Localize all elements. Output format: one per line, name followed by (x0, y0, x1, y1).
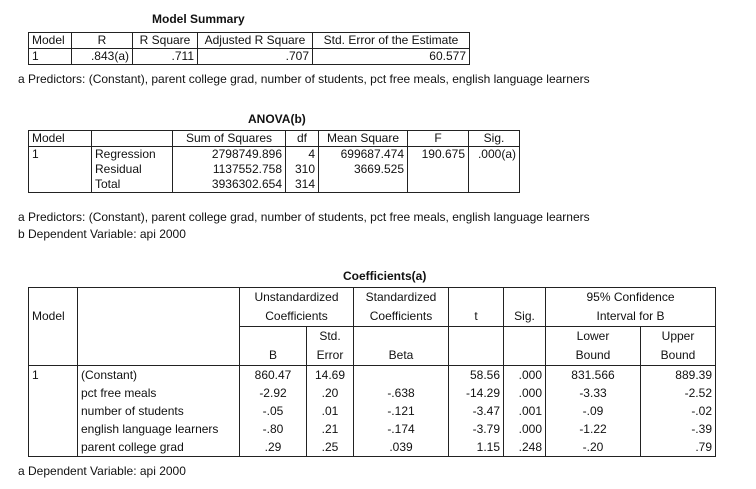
cell-label: Residual (92, 162, 173, 177)
coefficients-table (28, 287, 716, 457)
header-lower-line1: Lower (546, 327, 641, 347)
cell-b: -.80 (240, 420, 307, 438)
cell-model-blank (29, 438, 78, 457)
header-sig-blank (504, 327, 546, 347)
header-f: F (408, 131, 469, 147)
cell-lower-bound: 831.566 (546, 366, 641, 385)
cell-t: 1.15 (449, 438, 504, 457)
cell-lower-bound: -.09 (546, 402, 641, 420)
header-label-blank (78, 346, 240, 366)
cell-sig: .000 (504, 384, 546, 402)
table-header-row (29, 33, 470, 49)
cell-label: Total (92, 177, 173, 193)
header-model: Model (29, 307, 78, 327)
header-sig-top (504, 288, 546, 308)
cell-std-error: .01 (307, 402, 354, 420)
cell-beta: -.638 (354, 384, 449, 402)
header-r: R (72, 33, 133, 49)
table-row (29, 366, 716, 385)
cell-label: number of students (78, 402, 240, 420)
table-header-row (29, 288, 716, 308)
header-b-top (240, 327, 307, 347)
cell-label: (Constant) (78, 366, 240, 385)
cell-std-error: .21 (307, 420, 354, 438)
cell-upper-bound: -2.52 (641, 384, 716, 402)
header-t-top (449, 288, 504, 308)
cell-b: 860.47 (240, 366, 307, 385)
cell-label: english language learners (78, 420, 240, 438)
cell-sig: .248 (504, 438, 546, 457)
table-row (29, 438, 716, 457)
table-row (29, 147, 520, 163)
cell-sig: .001 (504, 402, 546, 420)
cell-model-blank (29, 162, 92, 177)
header-t-blank (449, 327, 504, 347)
cell-t: -3.79 (449, 420, 504, 438)
header-upper-line1: Upper (641, 327, 716, 347)
table-row (29, 49, 470, 65)
cell-upper-bound: -.02 (641, 402, 716, 420)
header-upper-line2: Bound (641, 346, 716, 366)
table-header-row (29, 346, 716, 366)
cell-beta: .039 (354, 438, 449, 457)
header-confidence-interval-line2: Interval for B (546, 307, 716, 327)
cell-t: -3.47 (449, 402, 504, 420)
cell-lower-bound: -1.22 (546, 420, 641, 438)
header-model-top (29, 288, 78, 308)
header-model-blank (29, 327, 78, 347)
cell-b: -2.92 (240, 384, 307, 402)
cell-model-blank (29, 384, 78, 402)
cell-f (408, 162, 469, 177)
table-row (29, 420, 716, 438)
cell-t: 58.56 (449, 366, 504, 385)
anova-title: ANOVA(b) (248, 112, 306, 126)
cell-b: .29 (240, 438, 307, 457)
table-header-row (29, 327, 716, 347)
cell-mean-square: 3669.525 (319, 162, 408, 177)
cell-model: 1 (29, 49, 72, 65)
header-standardized: Standardized (354, 288, 449, 308)
header-sum-of-squares: Sum of Squares (173, 131, 286, 147)
cell-b: -.05 (240, 402, 307, 420)
cell-model-blank (29, 420, 78, 438)
header-df: df (286, 131, 319, 147)
header-t-blank (449, 346, 504, 366)
cell-std-error: .25 (307, 438, 354, 457)
model-summary-title: Model Summary (152, 12, 245, 26)
header-label-mid (78, 307, 240, 327)
cell-sig: .000 (504, 366, 546, 385)
cell-df: 4 (286, 147, 319, 163)
cell-upper-bound: .79 (641, 438, 716, 457)
header-unstandardized: Unstandardized (240, 288, 354, 308)
header-sig: Sig. (469, 131, 520, 147)
cell-r: .843(a) (72, 49, 133, 65)
cell-r-square: .711 (133, 49, 198, 65)
cell-label: pct free meals (78, 384, 240, 402)
cell-sum-of-squares: 2798749.896 (173, 147, 286, 163)
cell-lower-bound: -3.33 (546, 384, 641, 402)
cell-model-blank (29, 177, 92, 193)
header-model-blank (29, 346, 78, 366)
header-sig-blank (504, 346, 546, 366)
header-sig: Sig. (504, 307, 546, 327)
header-label-blank (78, 327, 240, 347)
header-lower-line2: Bound (546, 346, 641, 366)
header-beta-top (354, 327, 449, 347)
header-t: t (449, 307, 504, 327)
table-row (29, 177, 520, 193)
header-b: B (240, 346, 307, 366)
cell-f (408, 177, 469, 193)
model-summary-table (28, 32, 470, 65)
cell-beta: -.174 (354, 420, 449, 438)
cell-upper-bound: -.39 (641, 420, 716, 438)
cell-f: 190.675 (408, 147, 469, 163)
header-confidence-interval: 95% Confidence (546, 288, 716, 308)
anova-footnote-b: b Dependent Variable: api 2000 (18, 227, 186, 241)
header-std-error-line1: Std. (307, 327, 354, 347)
header-beta: Beta (354, 346, 449, 366)
cell-std-error: 60.577 (313, 49, 470, 65)
cell-beta: -.121 (354, 402, 449, 420)
cell-upper-bound: 889.39 (641, 366, 716, 385)
cell-sig (469, 177, 520, 193)
header-adjusted-r-square: Adjusted R Square (198, 33, 313, 49)
anova-table (28, 130, 520, 193)
cell-std-error: .20 (307, 384, 354, 402)
coefficients-footnote: a Dependent Variable: api 2000 (18, 464, 186, 478)
cell-sum-of-squares: 3936302.654 (173, 177, 286, 193)
header-std-error: Std. Error of the Estimate (313, 33, 470, 49)
cell-sig (469, 162, 520, 177)
cell-label: Regression (92, 147, 173, 163)
coefficients-title: Coefficients(a) (343, 269, 427, 283)
header-unstandardized-line2: Coefficients (240, 307, 354, 327)
cell-lower-bound: -.20 (546, 438, 641, 457)
cell-model: 1 (29, 366, 78, 385)
table-header-row (29, 131, 520, 147)
header-label-top (78, 288, 240, 308)
cell-adjusted-r-square: .707 (198, 49, 313, 65)
header-std-error-line2: Error (307, 346, 354, 366)
cell-sig: .000 (504, 420, 546, 438)
cell-model-blank (29, 402, 78, 420)
header-model: Model (29, 131, 92, 147)
header-mean-square: Mean Square (319, 131, 408, 147)
header-model: Model (29, 33, 72, 49)
table-row (29, 162, 520, 177)
model-summary-footnote: a Predictors: (Constant), parent college grad, number of students, pct free meals, english language learners (18, 72, 590, 86)
header-blank (92, 131, 173, 147)
cell-sum-of-squares: 1137552.758 (173, 162, 286, 177)
cell-beta (354, 366, 449, 385)
table-row (29, 402, 716, 420)
header-r-square: R Square (133, 33, 198, 49)
cell-mean-square (319, 177, 408, 193)
header-standardized-line2: Coefficients (354, 307, 449, 327)
cell-sig: .000(a) (469, 147, 520, 163)
cell-model: 1 (29, 147, 92, 163)
cell-df: 310 (286, 162, 319, 177)
cell-t: -14.29 (449, 384, 504, 402)
cell-df: 314 (286, 177, 319, 193)
cell-label: parent college grad (78, 438, 240, 457)
cell-std-error: 14.69 (307, 366, 354, 385)
anova-footnote-a: a Predictors: (Constant), parent college grad, number of students, pct free meals, english language learners (18, 210, 590, 224)
table-row (29, 384, 716, 402)
table-header-row (29, 307, 716, 327)
cell-mean-square: 699687.474 (319, 147, 408, 163)
